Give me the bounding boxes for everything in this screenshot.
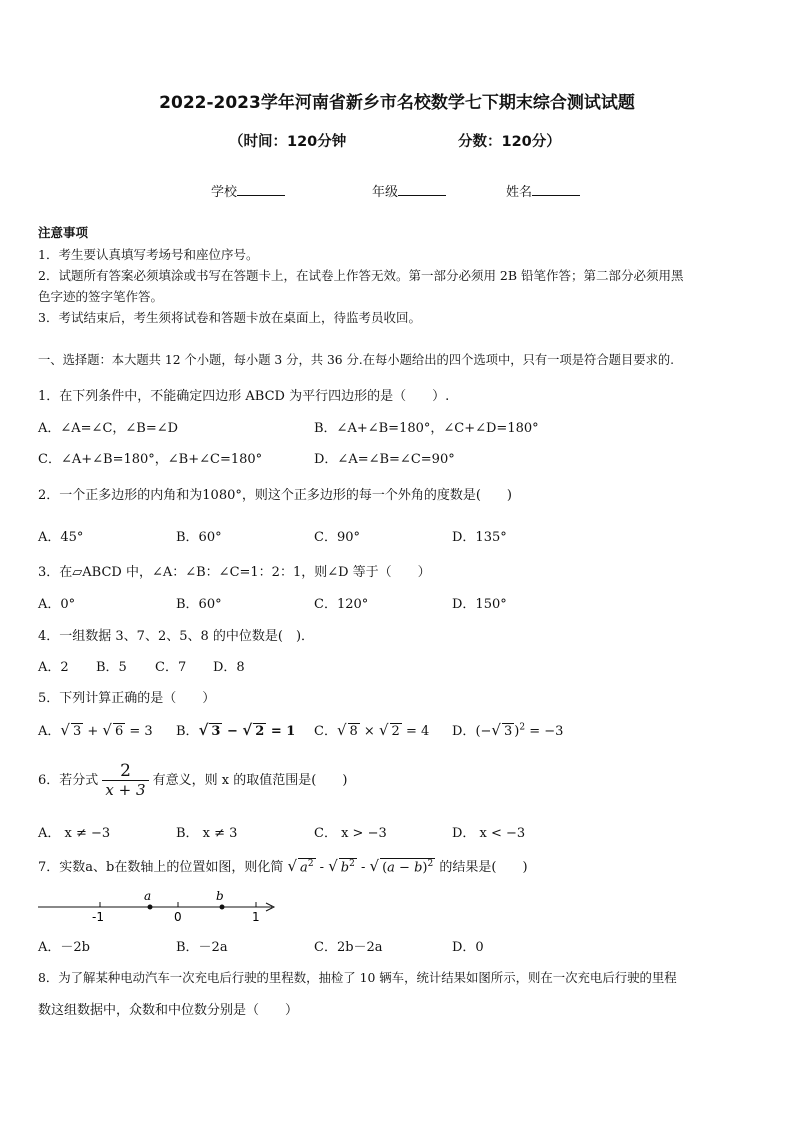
q4-option-c: C．7	[155, 660, 187, 675]
tick-label: 0	[174, 910, 182, 924]
point-a	[148, 905, 153, 910]
q3-option-a: A．0°	[38, 597, 76, 612]
q5-option-b: B．√ 3 − √ 2 = 1	[176, 721, 296, 739]
notice-item: 1．考生要认真填写考场号和座位序号。	[38, 247, 259, 262]
notice-item: 3．考试结束后，考生须将试卷和答题卡放在桌面上，待监考员收回。	[38, 310, 421, 325]
q6-option-a: A． x ≠ −3	[38, 826, 111, 841]
question-2-stem: 2．一个正多边形的内角和为1080°，则这个正多边形的每一个外角的度数是( )	[38, 488, 512, 503]
notice-item: 2．试题所有答案必须填涂或书写在答题卡上，在试卷上作答无效。第一部分必须用 2B 铅笔作答；第二部分必须用黑	[38, 268, 684, 283]
q7-option-b: B．－2a	[176, 940, 228, 955]
question-6-stem: 6．若分式 $\frac{2}{x + 3}$ 有意义，则 x 的取值范围是( )	[38, 761, 348, 799]
q1-option-b: B．∠A+∠B=180°，∠C+∠D=180°	[314, 421, 539, 436]
question-1-stem: 1．在下列条件中，不能确定四边形 ABCD 为平行四边形的是（ ）.	[38, 389, 450, 404]
name-field	[506, 181, 580, 200]
q3-option-d: D．150°	[452, 597, 507, 612]
q5-option-a: A．√ 3 + √ 6 = 3	[38, 721, 153, 739]
school-label: 学校	[211, 185, 238, 200]
q2-option-c: C．90°	[314, 530, 360, 545]
tick-label: -1	[92, 910, 104, 924]
name-blank	[532, 184, 580, 196]
name-label: 姓名	[506, 185, 533, 200]
number-line-diagram	[36, 888, 281, 924]
section-heading: 一、选择题：本大题共 12 个小题，每小题 3 分，共 36 分.在每小题给出的四个选项中，只有一项是符合题目要求的.	[38, 353, 675, 367]
question-4-stem: 4．一组数据 3、7、2、5、8 的中位数是( )．	[38, 629, 315, 644]
tick-label: 1	[252, 910, 260, 924]
q1-option-a: A．∠A=∠C，∠B=∠D	[38, 421, 179, 436]
label-b: b	[216, 889, 224, 903]
q1-option-c: C．∠A+∠B=180°，∠B+∠C=180°	[38, 452, 263, 467]
q7-option-c: C．2b－2a	[314, 940, 383, 955]
school-blank	[237, 184, 285, 196]
q4-option-b: B．5	[96, 660, 127, 675]
exam-time: （时间：120分钟	[229, 134, 347, 150]
q6-option-d: D． x < −3	[452, 826, 526, 841]
q3-option-b: B．60°	[176, 597, 222, 612]
q6-fraction: $\frac{2}{x + 3}$	[102, 762, 148, 799]
label-a: a	[144, 889, 152, 903]
q5-option-d: D．(−√ 3 )$^2$ = −3	[452, 721, 564, 739]
question-7-stem: 7．实数a、b在数轴上的位置如图，则化简 √ $a^2$ - √ $b^2$ - √ $(a - b)^2$ 的结果是( )	[38, 857, 528, 875]
q7-option-d: D．0	[452, 940, 484, 955]
q2-option-b: B．60°	[176, 530, 222, 545]
school-field	[211, 181, 285, 200]
q7-option-a: A．－2b	[38, 940, 90, 955]
grade-field	[372, 181, 446, 200]
q2-option-d: D．135°	[452, 530, 507, 545]
grade-blank	[398, 184, 446, 196]
notice-item: 色字迹的签字笔作答。	[38, 289, 164, 304]
q3-option-c: C．120°	[314, 597, 369, 612]
q4-option-a: A．2	[38, 660, 69, 675]
q4-option-d: D．8	[213, 660, 245, 675]
exam-title: 2022-2023学年河南省新乡市名校数学七下期末综合测试试题	[159, 93, 635, 113]
question-3-stem: 3．在▱ABCD 中，∠A：∠B：∠C=1：2：1，则∠D 等于（ ）	[38, 565, 431, 580]
q6-option-b: B． x ≠ 3	[176, 826, 238, 841]
notice-title: 注意事项	[38, 225, 89, 240]
question-8-line2: 数这组数据中，众数和中位数分别是（ ）	[38, 1003, 299, 1018]
point-b	[220, 905, 225, 910]
exam-score: 分数：120分）	[458, 134, 561, 150]
question-5-stem: 5．下列计算正确的是（ ）	[38, 691, 216, 706]
q2-option-a: A．45°	[38, 530, 84, 545]
q6-option-c: C． x > −3	[314, 826, 387, 841]
grade-label: 年级	[372, 185, 399, 200]
question-8-line1: 8．为了解某种电动汽车一次充电后行驶的里程数，抽检了 10 辆车，统计结果如图所示，则在一次充电后行驶的里程	[38, 970, 677, 985]
q5-option-c: C．√ 8 × √ 2 = 4	[314, 721, 430, 739]
q1-option-d: D．∠A=∠B=∠C=90°	[314, 452, 455, 467]
